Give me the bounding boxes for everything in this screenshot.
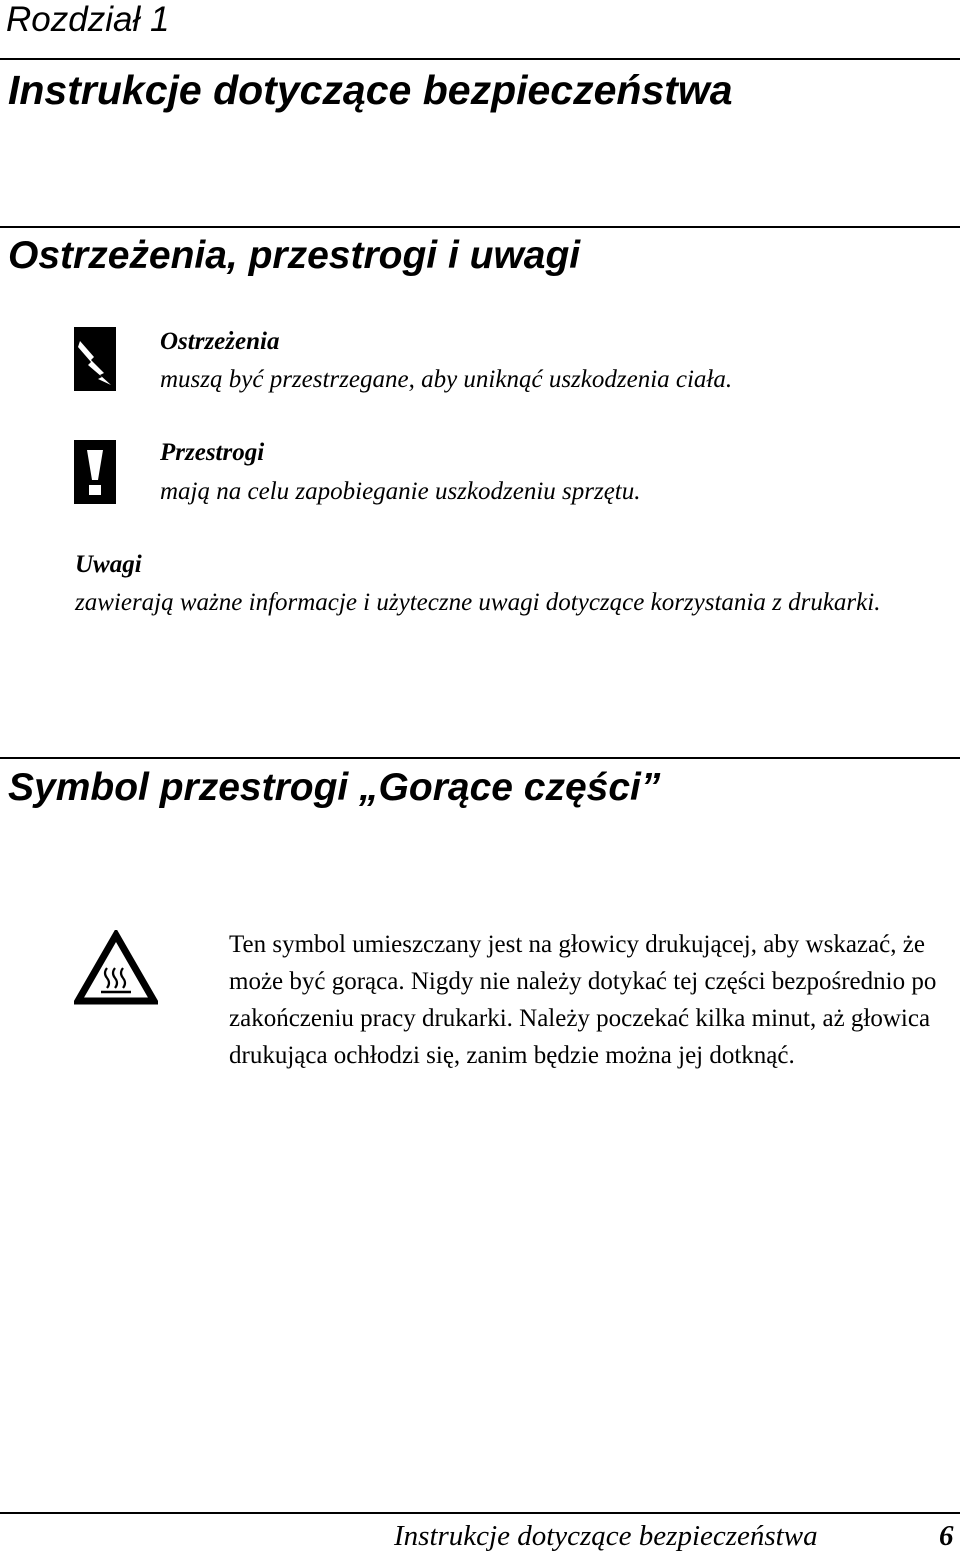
footer-rule [0,1512,960,1514]
warning-term: Ostrzeżenia [160,328,280,355]
warning-description: muszą być przestrzegane, aby uniknąć uszkodzenia ciała. [160,366,733,393]
chapter-title: Instrukcje dotyczące bezpieczeństwa [8,67,733,113]
caution-term: Przestrogi [160,439,265,466]
section-title-hot: Symbol przestrogi „Gorące części” [8,766,661,809]
chapter-label: Rozdział 1 [6,0,170,39]
section-rule [0,226,960,228]
note-term: Uwagi [75,551,142,578]
top-rule [0,58,960,60]
section-title-warnings: Ostrzeżenia, przestrogi i uwagi [8,234,581,277]
caution-description: mają na celu zapobieganie uszkodzeniu sprzętu. [160,478,641,505]
lightning-warning-icon [74,327,116,391]
exclamation-caution-icon [74,440,116,504]
page-number: 6 [939,1520,954,1552]
hot-parts-paragraph: Ten symbol umieszczany jest na głowicy drukującej, aby wskazać, że może być gorąca. Nigdy nie należy dotykać tej części bezpośrednio po zakończeniu pracy drukarki. Należy poczekać kilka minut, aż głowica drukująca ochłodzi się, zanim będzie można jej dotknąć. [229,931,937,1069]
note-description: zawierają ważne informacje i użyteczne uwagi dotyczące korzystania z drukarki. [75,589,881,616]
footer-title: Instrukcje dotyczące bezpieczeństwa [394,1520,818,1552]
section-rule-2 [0,757,960,759]
hot-surface-icon [74,930,158,1006]
